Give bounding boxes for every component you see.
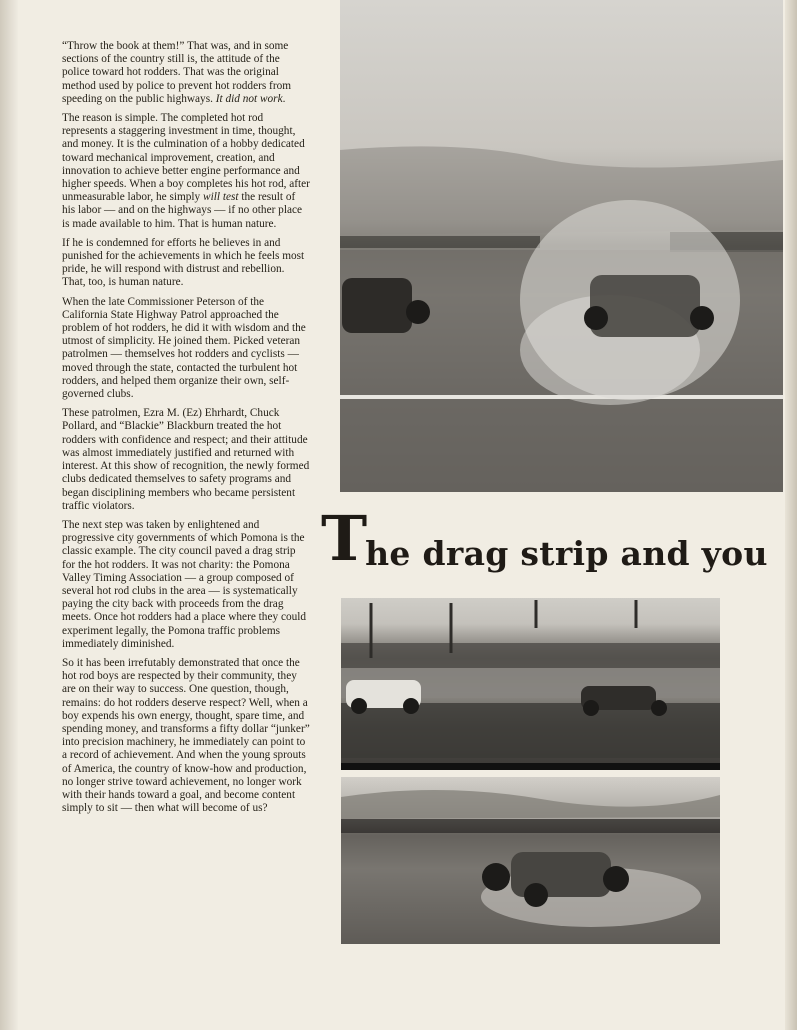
- page-spine-shadow: [0, 0, 18, 1030]
- drag-race-smoke-illustration: [340, 0, 783, 492]
- article-paragraph: [62, 237, 310, 290]
- paragraph-text: So it has been irrefutably demonstrated that once the hot rod boys are respected by their community, they are on their way to success. One question, though, remains: do hot rodders deserve respect? Well, when a boy expends his own energy, thought, spare time, and spending money, and transforms a fifty dollar “junker” into precision machinery, he immediately can point to a record of achievement. And when the young sprouts of America, the country of know-how and production, no longer strive toward achievement, no longer work with their hands toward a goal, and become content simply to sit — then what will become of us?: [62, 656, 310, 815]
- article-paragraph: [62, 519, 310, 651]
- photo-drag-race-smoke: [340, 0, 783, 492]
- paragraph-text: These patrolmen, Ezra M. (Ez) Ehrhardt, Chuck Pollard, and “Blackie” Blackburn treated the hot rodders with confidence and respect; and their attitude was almost immediately justified and returned with interest. At this show of recognition, the newly formed clubs dedicated themselves to safety programs and began disciplining members who became persistent traffic violators.: [62, 407, 310, 512]
- photo-dirt-track-car: [341, 777, 720, 944]
- paragraph-text: When the late Commissioner Peterson of the California State Highway Patrol approached the problem of hot rodders, he did it with wisdom and the utmost of simplicity. He joined them. Picked veteran patrolmen — themselves hot rodders and cyclists — moved through the state, contacted the turbulent hot rodders, and helped them organize their own, self-governed clubs.: [62, 295, 306, 401]
- page-edge-shadow: [785, 0, 797, 1030]
- paragraph-text: .: [282, 92, 286, 105]
- grandstand-race-illustration: [341, 598, 720, 770]
- paragraph-text: The reason is simple. The completed hot rod represents a staggering investment in time, thought, and money. It is the culmination of a hobby dedicated toward mechanical improvement, creation, and innovation to achieve better engine performance and higher speeds. When a boy completes his hot rod, after unmeasurable labor, he simply: [62, 112, 310, 204]
- paragraph-text: If he is condemned for efforts he believes in and punished for the achievements in which he feels most pride, he will respond with distrust and rebellion. That, too, is human nature.: [62, 236, 305, 289]
- headline-drop-cap: T: [321, 502, 366, 575]
- headline-text: he drag strip and you: [365, 534, 768, 573]
- article-paragraph: [62, 296, 310, 402]
- article-paragraph: [62, 40, 310, 106]
- article-paragraph: [62, 407, 310, 513]
- headline: [321, 502, 783, 575]
- photo-grandstand-race: [341, 598, 720, 770]
- paragraph-text: “Throw the book at them!” That was, and in some sections of the country still is, the attitude of the police toward hot rodders. That was the original method used by police to prevent hot rodders from speeding on the public highways.: [62, 40, 292, 105]
- paragraph-text: The next step was taken by enlightened and progressive city governments of which Pomona is the classic example. The city council paved a drag strip for the hot rodders. It was not charity: the Pomona Valley Timing Association — a group composed of several hot rod clubs in the area — is systematically paying the city back with proceeds from the drag meets. Once hot rodders had a place where they could experiment legally, the Pomona traffic problems immediately diminished.: [62, 518, 307, 650]
- paragraph-emphasis: will test: [203, 191, 239, 204]
- article-body-column: [62, 40, 310, 821]
- article-paragraph: [62, 657, 310, 815]
- article-paragraph: [62, 112, 310, 231]
- paragraph-text: the result of his labor — and on the highways — if no other place is made available to him. That is human nature.: [62, 191, 303, 230]
- dirt-track-car-illustration: [341, 777, 720, 944]
- paragraph-emphasis: It did not work: [215, 92, 283, 105]
